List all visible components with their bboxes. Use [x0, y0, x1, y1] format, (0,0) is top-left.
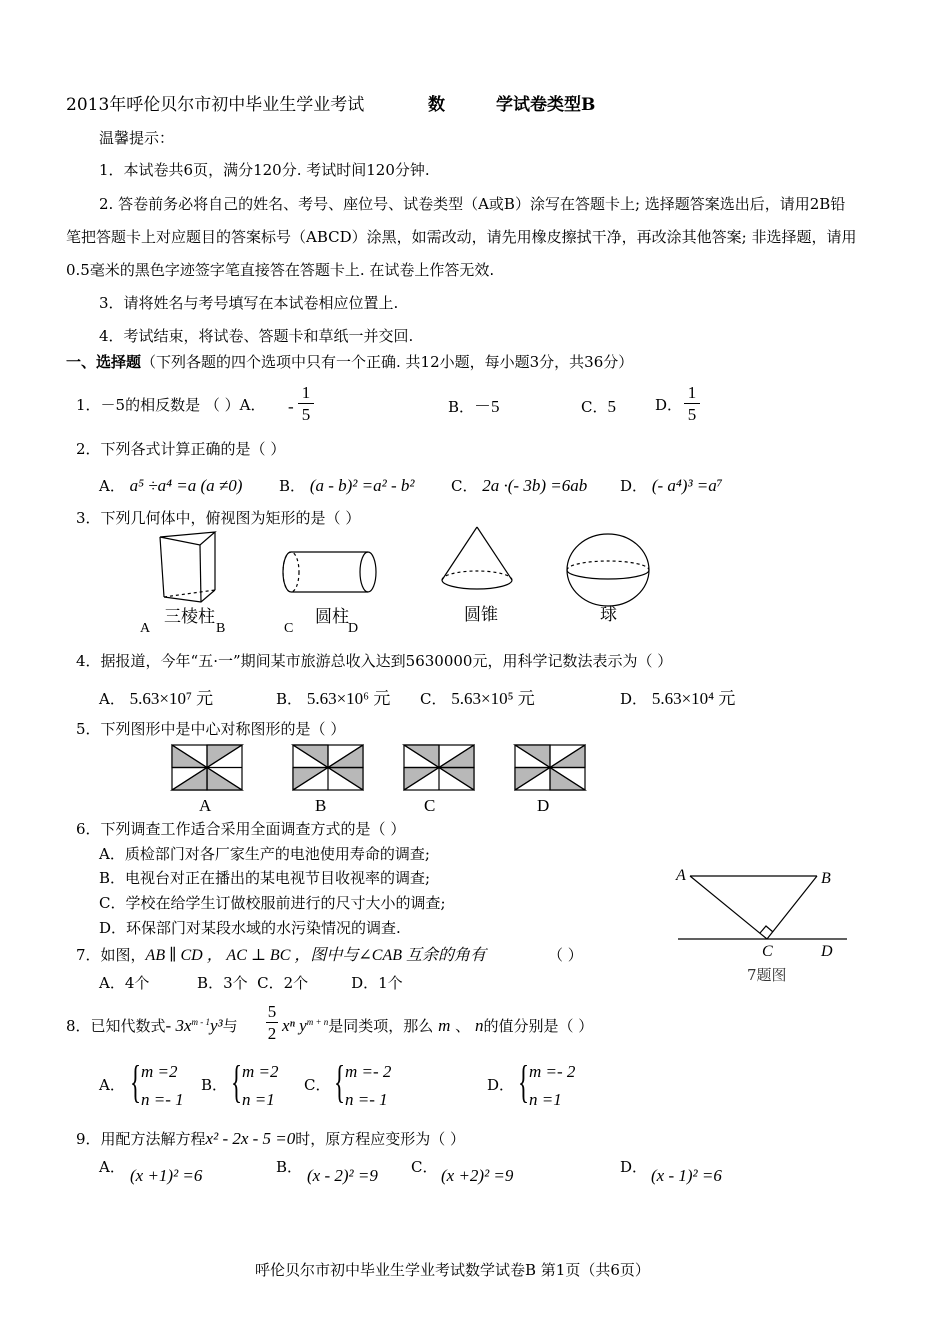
q8-b-line1: m =2 — [242, 1062, 279, 1081]
q8-b-brace: { — [231, 1056, 243, 1107]
q1-b: B．－5 — [448, 397, 500, 416]
exam-title-subject: 数 — [428, 95, 445, 115]
tip-4: 4．考试结束，将试卷、答题卡和草纸一并交回. — [99, 327, 414, 345]
q2-stem: 2．下列各式计算正确的是（ ） — [76, 440, 286, 458]
q9-stem: 9．用配方法解方程x² - 2x - 5 =0时，原方程应变形为（ ） — [76, 1129, 466, 1148]
q3-name-prism: 三棱柱 — [164, 607, 215, 627]
q7-stem: 7．如图，AB ∥ CD ， AC ⊥ BC ，图中与∠CAB 互余的角有 — [76, 946, 486, 964]
q8-fraction: 5 2 — [267, 1002, 277, 1043]
section-heading: 一、选择题（下列各题的四个选项中只有一个正确. 共12小题，每小题3分，共36分） — [66, 353, 634, 371]
q8-a-line2: n =- 1 — [141, 1090, 184, 1109]
q7-point-a: A — [676, 867, 686, 884]
q7-options: A．4个 B．3个 C．2个 D．1个 — [99, 974, 403, 992]
q5-letter-d: D — [537, 796, 550, 815]
q9-a-label: A． — [99, 1158, 125, 1176]
q6-option-b: B．电视台对正在播出的某电视节目收视率的调查; — [99, 869, 431, 887]
q8-c-label: C． — [304, 1076, 331, 1094]
tip-1: 1．本试卷共6页，满分120分. 考试时间120分钟. — [99, 161, 430, 179]
q3-letter-a: A — [140, 621, 151, 636]
q1-c: C．5 — [581, 397, 616, 416]
q9-b-expr: (x - 2)² =9 — [307, 1166, 378, 1185]
q4-a: A． 5.63×10⁷ 元 — [99, 689, 214, 708]
q7-paren: （ ） — [548, 946, 583, 964]
tip-2-line2: 笔把答题卡上对应题目的答案标号（ABCD）涂黑，如需改动，请先用橡皮擦拭干净，再改涂其他答案; 非选择题，请用 — [66, 228, 857, 246]
q7-point-b: B — [821, 870, 831, 887]
q9-c-label: C． — [411, 1158, 438, 1176]
q8-d-line2: n =1 — [529, 1090, 562, 1109]
q7-point-c: C — [762, 943, 773, 960]
exam-title: 2013年呼伦贝尔市初中毕业生学业考试 — [66, 95, 365, 115]
q8-d-label: D． — [487, 1076, 515, 1094]
q1-stem: 1．－5的相反数是 （ ）A． — [76, 396, 266, 414]
q1-d-fraction: 1 5 — [684, 384, 700, 423]
q5-letter-b: B — [315, 796, 327, 815]
q1-d-label: D． — [655, 396, 683, 414]
q3-name-sphere: 球 — [600, 605, 617, 625]
tip-2-line3: 0.5毫米的黑色字迹签字笔直接答在答题卡上. 在试卷上作答无效. — [66, 261, 495, 279]
q6-stem: 6．下列调查工作适合采用全面调查方式的是（ ） — [76, 820, 406, 838]
q9-b-label: B． — [276, 1158, 303, 1176]
q3-letter-c: C — [284, 621, 294, 636]
q8-b-label: B． — [201, 1076, 228, 1094]
q8-stem-rest: xⁿ $y^{m + n}$是同类项，那么 m 、 n的值分别是（ ） — [282, 1016, 594, 1035]
q9-a-expr: (x +1)² =6 — [130, 1166, 203, 1185]
q4-d: D． 5.63×10⁴ 元 — [620, 689, 736, 708]
q9-d-expr: (x - 1)² =6 — [651, 1166, 722, 1185]
q3-letter-b: B — [216, 621, 226, 636]
q3-name-cylinder: 圆柱 — [315, 607, 349, 627]
q7-point-d: D — [821, 943, 833, 960]
tip-2-warning: 在试卷上作答无效. — [369, 261, 495, 279]
q4-stem: 4．据报道，今年“五·一”期间某市旅游总收入达到5630000元，用科学记数法表示为（ ） — [76, 652, 673, 670]
q8-b-line2: n =1 — [242, 1090, 275, 1109]
q5-stem: 5．下列图形中是中心对称图形的是（ ） — [76, 720, 346, 738]
q8-a-label: A． — [99, 1076, 125, 1094]
q8-c-line1: m =- 2 — [345, 1062, 392, 1081]
q6-option-c: C．学校在给学生订做校服前进行的尺寸大小的调查; — [99, 894, 446, 912]
q1-a-fraction: 1 5 — [298, 384, 314, 423]
q2-a: A． a⁵ ÷a⁴ =a (a ≠0) — [99, 476, 243, 495]
q8-a-brace: { — [130, 1056, 142, 1107]
q9-c-expr: (x +2)² =9 — [441, 1166, 514, 1185]
q2-c: C． 2a ·(- 3b) =6ab — [451, 476, 588, 495]
q8-c-line2: n =- 1 — [345, 1090, 388, 1109]
tips-heading: 温馨提示： — [99, 129, 175, 147]
q4-b: B． 5.63×10⁶ 元 — [276, 689, 391, 708]
q3-letter-d: D — [348, 621, 359, 636]
q8-a-line1: m =2 — [141, 1062, 178, 1081]
q2-b: B． (a - b)² =a² - b² — [279, 476, 415, 495]
q6-option-a: A．质检部门对各厂家生产的电池使用寿命的调查; — [99, 845, 430, 863]
q8-d-brace: { — [518, 1056, 530, 1107]
q6-option-d: D．环保部门对某段水域的水污染情况的调查. — [99, 919, 401, 937]
q7-figure-caption: 7题图 — [747, 966, 787, 984]
q4-c: C． 5.63×10⁵ 元 — [420, 689, 535, 708]
q8-c-brace: { — [334, 1056, 346, 1107]
q2-d: D． (- a⁴)³ =a⁷ — [620, 476, 723, 495]
page-footer: 呼伦贝尔市初中毕业生学业考试数学试卷B 第1页（共6页） — [255, 1261, 650, 1279]
q9-d-label: D． — [620, 1158, 648, 1176]
tip-3: 3．请将姓名与考号填写在本试卷相应位置上. — [99, 294, 399, 312]
q8-stem: 8．已知代数式- $3x^{m - 1}y^3$与 — [66, 1016, 238, 1035]
exam-title-type: 学试卷类型B — [496, 95, 596, 115]
q8-d-line1: m =- 2 — [529, 1062, 576, 1081]
q5-letter-a: A — [199, 796, 212, 815]
q5-letter-c: C — [424, 796, 436, 815]
q1-a-sign: - — [288, 397, 294, 416]
q3-name-cone: 圆锥 — [464, 605, 498, 625]
q3-stem: 3．下列几何体中，俯视图为矩形的是（ ） — [76, 509, 361, 527]
tip-2-line1: 2. 答卷前务必将自己的姓名、考号、座位号、试卷类型（A或B）涂写在答题卡上; 选择题答案选出后，请用2B铅 — [99, 195, 846, 213]
